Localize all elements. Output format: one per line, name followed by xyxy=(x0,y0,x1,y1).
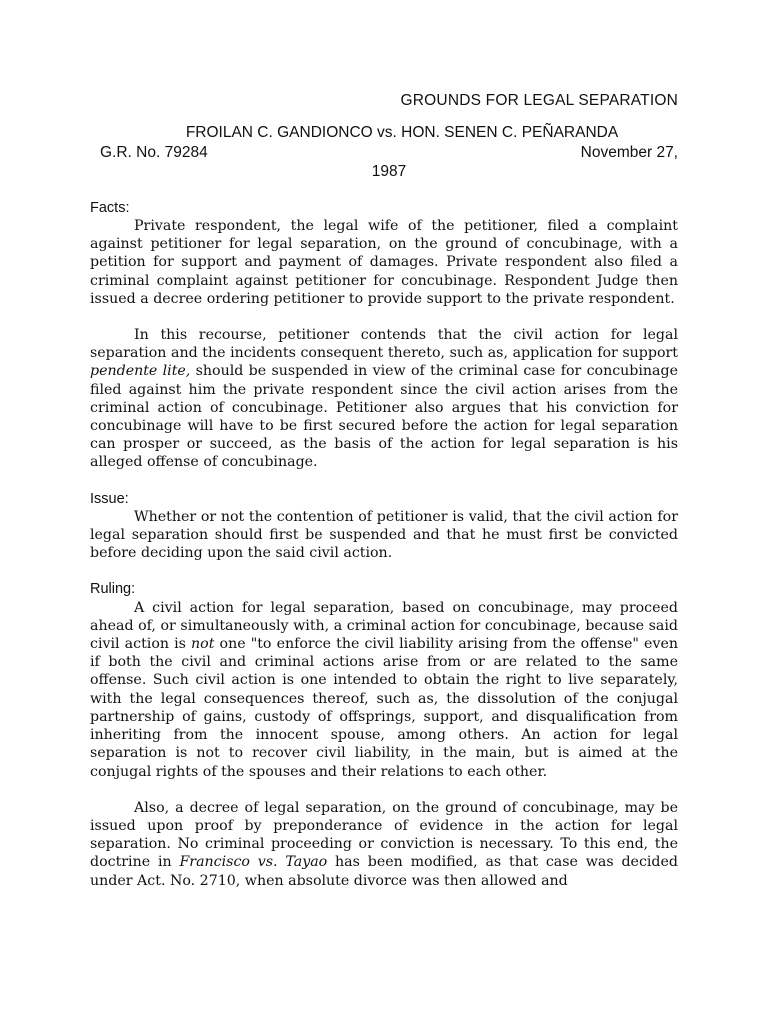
facts-paragraph-2 xyxy=(90,326,678,472)
document-page xyxy=(90,92,678,890)
ruling-paragraph-2 xyxy=(90,799,678,890)
ruling-heading xyxy=(90,580,678,598)
facts-paragraph-1: Private respondent, the legal wife of the petitioner, filed a complaint against petitioner for legal separation, on the ground of concubinage, with a petition for support and payment of damages. Private respondent also filed a criminal complaint against petitioner for concubinage. Respondent Judge then issued a decree ordering petitioner to provide support to the private respondent. xyxy=(90,218,678,307)
facts-paragraph-2-part-2: should be suspended in view of the criminal case for concubinage filed against him the private respondent since the civil action arises from the criminal action of concubinage. Petitioner also argues that his conviction for concubinage will have to be first secured before the action for legal separation can prosper or succeed, as the basis of the action for legal separation is his alleged offense of concubinage. xyxy=(90,363,678,471)
facts-heading-colon: : xyxy=(125,199,130,216)
decision-date: November 27, xyxy=(580,144,678,162)
ruling-paragraph-1-part-1: A civil action for legal separation, based on concubinage, may proceed ahead of, or simultaneously with, a criminal action for concubinage, because said civil action is xyxy=(90,599,678,653)
case-citation-line xyxy=(100,144,678,162)
facts-heading xyxy=(90,199,678,217)
facts-paragraph-2-italic: pendente lite, xyxy=(90,363,191,380)
facts-heading-label: Facts xyxy=(90,199,126,216)
ruling-paragraph-2-part-1: Also, a decree of legal separation, on the ground of concubinage, may be issued upon proof by preponderance of evidence in the action for legal separation. No criminal proceeding or conviction is necessary. To this end, the doctrine in xyxy=(90,799,678,871)
issue-heading-label: Issue xyxy=(90,490,125,507)
ruling-paragraph-1-italic: not xyxy=(191,636,215,653)
ruling-paragraph-1-part-2: one "to enforce the civil liability arising from the offense" even if both the civil and criminal actions arise from or are related to the same offense. Such civil action is one intended to obtain the right to live separately, with the legal consequences thereof, such as, the dissolution of the conjugal partnership of gains, custody of offsprings, support, and disqualification from inheriting from the innocent spouse, among others. An action for legal separation is not to recover civil liability, in the main, but is aimed at the conjugal rights of the spouses and their relations to each other. xyxy=(90,636,678,780)
ruling-heading-label: Ruling xyxy=(90,581,132,598)
document-title: GROUNDS FOR LEGAL SEPARATION xyxy=(400,92,678,109)
ruling-paragraph-2-part-2: has been modified, as that case was decided under Act. No. 2710, when absolute divorce was then allowed and xyxy=(90,854,678,889)
issue-heading-colon: : xyxy=(124,490,129,507)
facts-paragraph-2-part-1: In this recourse, petitioner contends that the civil action for legal separation and the incidents consequent thereto, such as, application for support xyxy=(90,327,678,362)
issue-heading xyxy=(90,490,678,508)
ruling-heading-colon: : xyxy=(131,581,136,598)
ruling-paragraph-2-italic: Francisco vs. Tayao xyxy=(179,854,328,871)
ruling-paragraph-1 xyxy=(90,599,678,781)
issue-paragraph-1: Whether or not the contention of petitioner is valid, that the civil action for legal separation should first be suspended and that he must first be convicted before deciding upon the said civil action. xyxy=(90,508,678,562)
gr-number: G.R. No. 79284 xyxy=(100,144,208,162)
case-title: FROILAN C. GANDIONCO vs. HON. SENEN C. PEÑARANDA xyxy=(185,124,619,142)
decision-year: 1987 xyxy=(371,162,407,180)
